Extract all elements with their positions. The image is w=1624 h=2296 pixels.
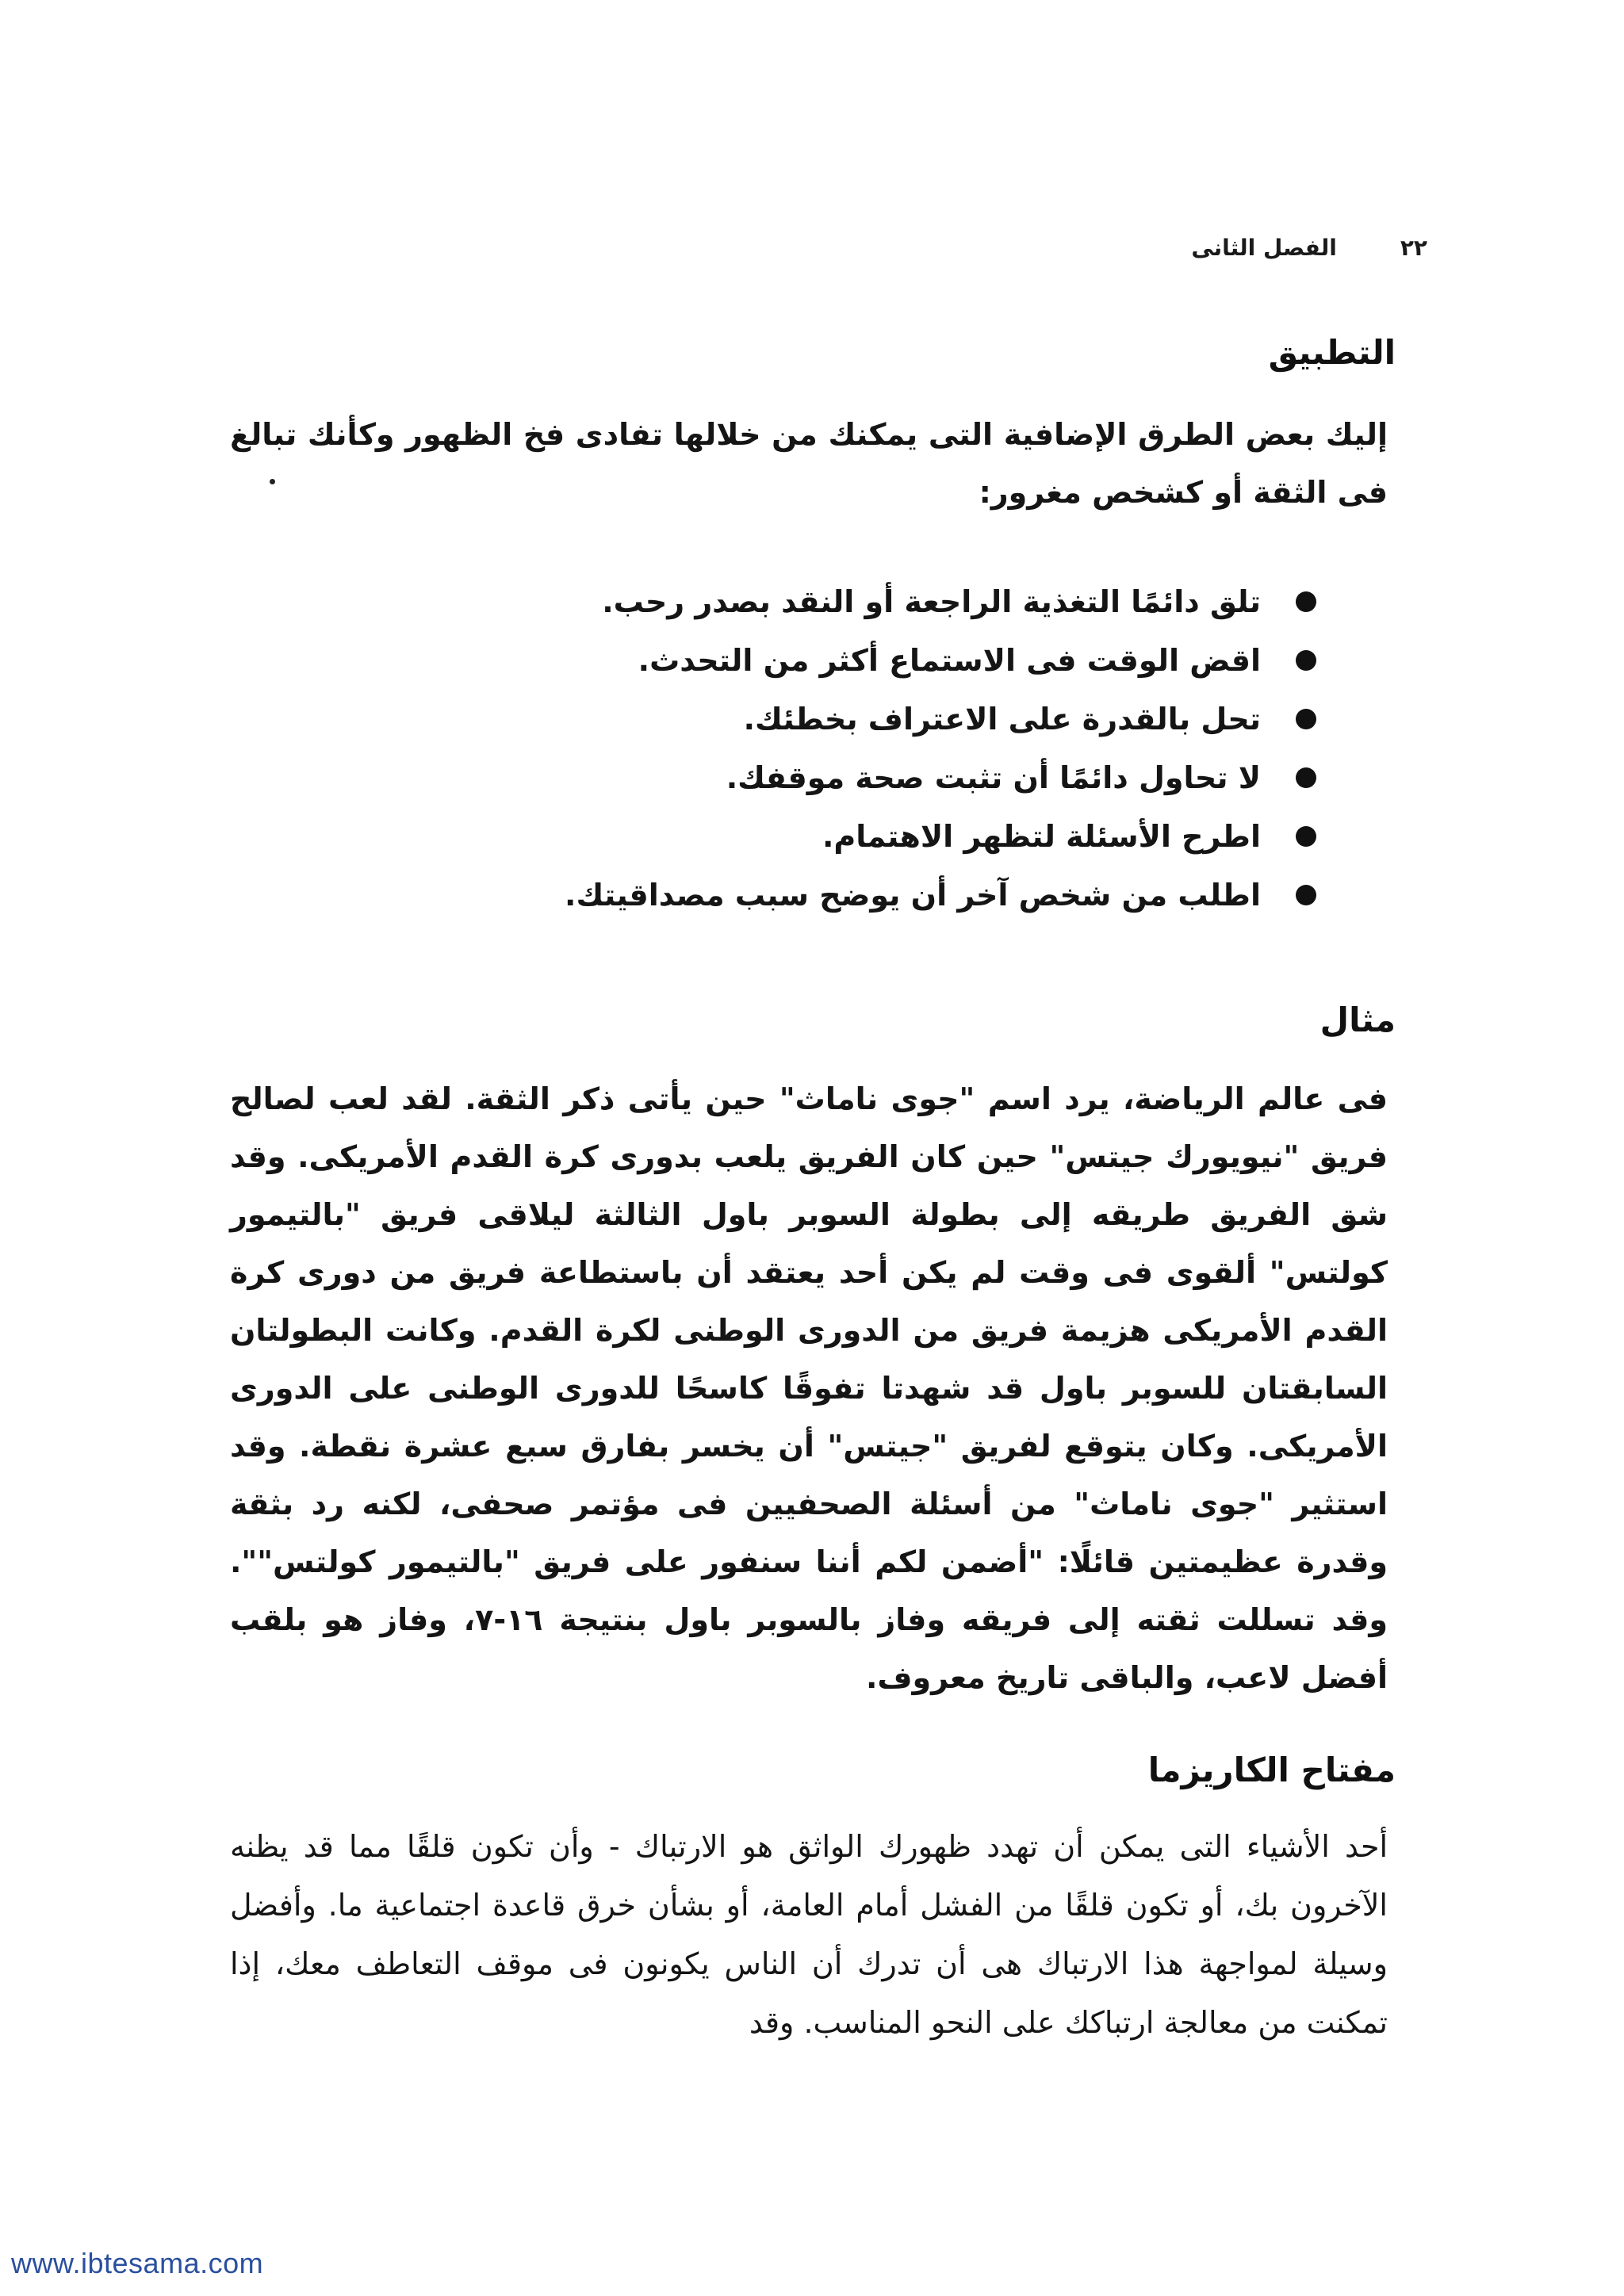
list-item bbox=[476, 748, 1316, 807]
list-item-text: لا تحاول دائمًا أن تثبت صحة موقفك. bbox=[726, 760, 1261, 795]
charisma-key-body: أحد الأشياء التى يمكن أن تهدد ظهورك الواثق هو الارتباك - وأن تكون قلقًا مما قد يظنه الآخرون بك، أو تكون قلقًا من الفشل أمام العامة، أو بشأن خرق قاعدة اجتماعية ما. وأفضل وسيلة لمواجهة هذا الارتباك هى أن تدرك أن الناس يكونون فى موقف التعاطف معك، إذا تمكنت من معالجة ارتباكك على النحو المناسب. وقد bbox=[230, 1829, 1388, 2040]
list-item-text: تحل بالقدرة على الاعتراف بخطئك. bbox=[743, 702, 1261, 737]
application-heading: التطبيق bbox=[1268, 333, 1396, 372]
tips-list bbox=[476, 572, 1316, 924]
application-intro-block bbox=[230, 406, 1388, 522]
application-intro: إليك بعض الطرق الإضافية التى يمكنك من خلالها تفادى فخ الظهور وكأنك تبالغ فى الثقة أو كشخص مغرور: bbox=[230, 417, 1388, 510]
print-speck bbox=[270, 479, 275, 484]
chapter-title: الفصل الثانى bbox=[1191, 235, 1337, 261]
footer-url: www.ibtesama.com bbox=[11, 2247, 264, 2279]
list-item bbox=[476, 807, 1316, 866]
example-block bbox=[230, 1070, 1388, 1707]
list-item bbox=[476, 690, 1316, 748]
list-item bbox=[476, 631, 1316, 690]
bullet-icon bbox=[1296, 591, 1316, 612]
list-item-text: اقض الوقت فى الاستماع أكثر من التحدث. bbox=[638, 643, 1261, 678]
example-heading: مثال bbox=[1320, 1001, 1396, 1039]
list-item-text: تلق دائمًا التغذية الراجعة أو النقد بصدر رحب. bbox=[602, 584, 1261, 619]
list-item-text: اطرح الأسئلة لتظهر الاهتمام. bbox=[822, 819, 1261, 854]
bullet-icon bbox=[1296, 826, 1316, 847]
example-body: فى عالم الرياضة، يرد اسم "جوى ناماث" حين يأتى ذكر الثقة. لقد لعب لصالح فريق "نيويورك جيتس" حين كان الفريق يلعب بدورى كرة القدم الأمريكى. وقد شق الفريق طريقه إلى بطولة السوبر باول الثالثة ليلاقى فريق "بالتيمور كولتس" ألقوى فى وقت لم يكن أحد يعتقد أن باستطاعة فريق من دورى كرة القدم الأمريكى هزيمة فريق من الدورى الوطنى لكرة القدم. وكانت البطولتان السابقتان للسوبر باول قد شهدتا تفوقًا كاسحًا للدورى الوطنى على الدورى الأمريكى. وكان يتوقع لفريق "جيتس" أن يخسر بفارق سبع عشرة نقطة. وقد استثير "جوى ناماث" من أسئلة الصحفيين فى مؤتمر صحفى، لكنه رد بثقة وقدرة عظيمتين قائلًا: "أضمن لكم أننا سنفور على فريق "بالتيمور كولتس"". وقد تسللت ثقته إلى فريقه وفاز بالسوبر باول بنتيجة ١٦-٧، وفاز هو بلقب أفضل لاعب، والباقى تاريخ معروف. bbox=[230, 1081, 1388, 1695]
bullet-icon bbox=[1296, 709, 1316, 729]
list-item bbox=[476, 866, 1316, 924]
charisma-key-heading: مفتاح الكاريزما bbox=[1147, 1751, 1396, 1789]
running-head bbox=[1094, 235, 1427, 261]
bullet-icon bbox=[1296, 885, 1316, 905]
bullet-icon bbox=[1296, 650, 1316, 671]
list-item bbox=[476, 572, 1316, 631]
charisma-key-block bbox=[230, 1817, 1388, 2052]
list-item-text: اطلب من شخص آخر أن يوضح سبب مصداقيتك. bbox=[565, 878, 1261, 913]
page-number: ٢٢ bbox=[1400, 235, 1427, 261]
bullet-icon bbox=[1296, 767, 1316, 788]
